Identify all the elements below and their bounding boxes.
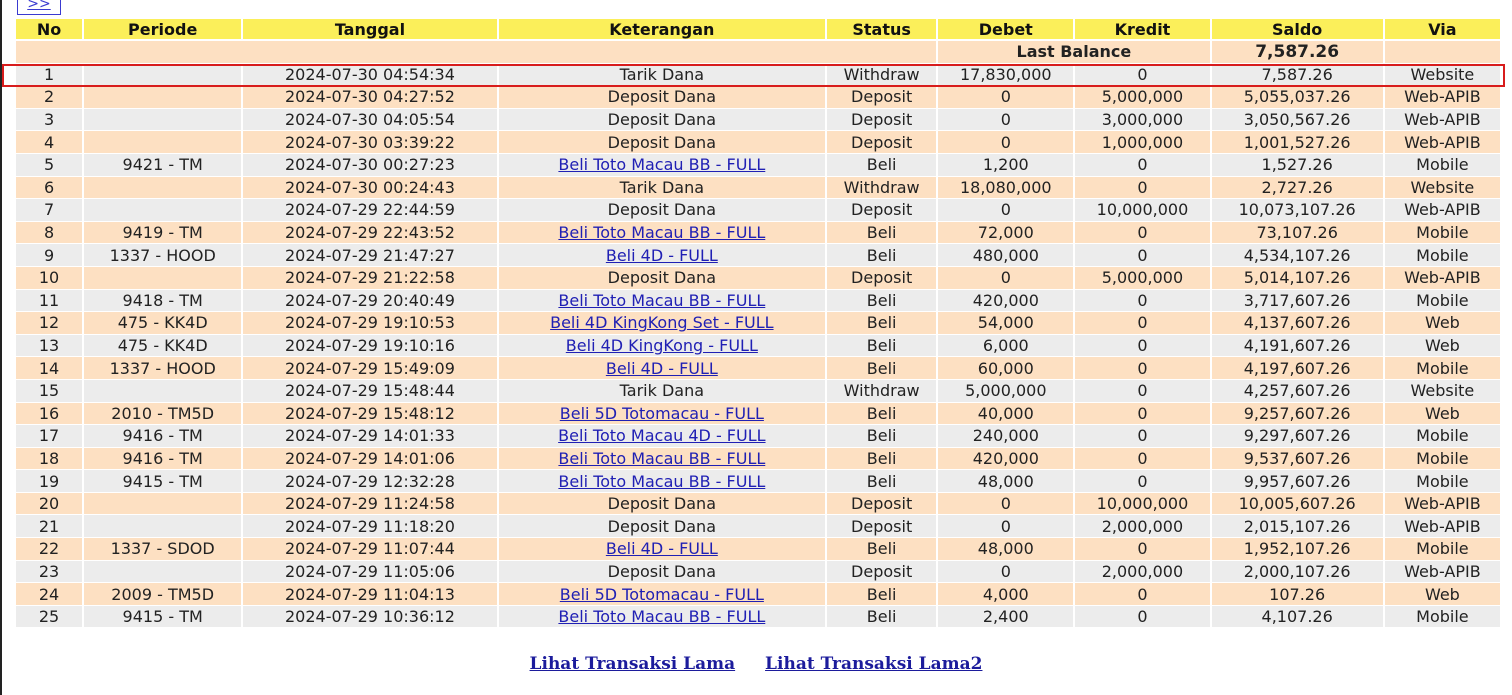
cell-debet: 0 — [938, 199, 1073, 222]
cell-keterangan: Tarik Dana — [499, 380, 825, 403]
cell-saldo: 4,191,607.26 — [1212, 335, 1383, 358]
cell-no: 19 — [16, 470, 82, 493]
keterangan-link[interactable]: Beli Toto Macau BB - FULL — [558, 607, 766, 627]
cell-status: Beli — [827, 222, 936, 245]
transaction-table — [14, 19, 1502, 628]
cell-keterangan: Deposit Dana — [499, 561, 825, 584]
cell-saldo: 9,957,607.26 — [1212, 470, 1383, 493]
cell-tanggal: 2024-07-29 20:40:49 — [243, 290, 496, 313]
keterangan-link[interactable]: Beli Toto Macau BB - FULL — [558, 290, 766, 310]
col-header-tanggal: Tanggal — [243, 19, 496, 41]
table-row — [16, 470, 1500, 493]
cell-tanggal: 2024-07-29 11:24:58 — [243, 493, 496, 516]
keterangan-link[interactable]: Beli 4D KingKong - FULL — [565, 336, 758, 356]
table-row — [16, 109, 1500, 132]
cell-debet: 240,000 — [938, 425, 1073, 448]
cell-tanggal: 2024-07-30 00:27:23 — [243, 154, 496, 177]
next-page-button[interactable]: >> — [17, 0, 61, 15]
cell-periode — [84, 515, 241, 538]
cell-keterangan: Deposit Dana — [499, 267, 825, 290]
cell-status: Beli — [827, 583, 936, 606]
cell-keterangan — [499, 403, 825, 426]
cell-debet: 0 — [938, 86, 1073, 109]
cell-kredit: 0 — [1075, 380, 1209, 403]
cell-debet: 0 — [938, 493, 1073, 516]
cell-no: 1 — [16, 64, 82, 87]
cell-saldo: 4,197,607.26 — [1212, 357, 1383, 380]
table-row — [16, 448, 1500, 471]
cell-no: 21 — [16, 515, 82, 538]
cell-no: 20 — [16, 493, 82, 516]
cell-via: Website — [1385, 64, 1500, 87]
table-row — [16, 86, 1500, 109]
cell-debet: 480,000 — [938, 244, 1073, 267]
cell-status: Beli — [827, 357, 936, 380]
col-header-via: Via — [1385, 19, 1500, 41]
keterangan-link[interactable]: Beli Toto Macau 4D - FULL — [558, 426, 766, 446]
cell-via: Mobile — [1385, 244, 1500, 267]
cell-no: 15 — [16, 380, 82, 403]
cell-tanggal: 2024-07-29 21:22:58 — [243, 267, 496, 290]
cell-kredit: 0 — [1075, 403, 1209, 426]
cell-debet: 0 — [938, 131, 1073, 154]
keterangan-link[interactable]: Beli 5D Totomacau - FULL — [559, 584, 764, 604]
cell-kredit: 5,000,000 — [1075, 267, 1209, 290]
cell-periode — [84, 86, 241, 109]
cell-debet: 72,000 — [938, 222, 1073, 245]
cell-saldo: 10,005,607.26 — [1212, 493, 1383, 516]
cell-via: Web-APIB — [1385, 86, 1500, 109]
cell-tanggal: 2024-07-29 22:44:59 — [243, 199, 496, 222]
cell-debet: 60,000 — [938, 357, 1073, 380]
cell-keterangan: Tarik Dana — [499, 64, 825, 87]
cell-tanggal: 2024-07-29 22:43:52 — [243, 222, 496, 245]
table-row — [16, 177, 1500, 200]
cell-periode: 9415 - TM — [84, 606, 241, 629]
cell-debet: 0 — [938, 109, 1073, 132]
cell-via: Web — [1385, 403, 1500, 426]
cell-keterangan — [499, 583, 825, 606]
cell-saldo: 2,015,107.26 — [1212, 515, 1383, 538]
cell-debet: 4,000 — [938, 583, 1073, 606]
cell-status: Beli — [827, 425, 936, 448]
cell-tanggal: 2024-07-29 11:18:20 — [243, 515, 496, 538]
cell-kredit: 0 — [1075, 222, 1209, 245]
cell-no: 25 — [16, 606, 82, 629]
cell-tanggal: 2024-07-30 03:39:22 — [243, 131, 496, 154]
cell-status: Deposit — [827, 493, 936, 516]
cell-keterangan: Deposit Dana — [499, 109, 825, 132]
cell-debet: 420,000 — [938, 290, 1073, 313]
cell-kredit: 0 — [1075, 538, 1209, 561]
cell-via: Website — [1385, 380, 1500, 403]
cell-periode — [84, 267, 241, 290]
cell-no: 16 — [16, 403, 82, 426]
keterangan-link[interactable]: Beli 4D KingKong Set - FULL — [550, 313, 774, 333]
cell-debet: 54,000 — [938, 312, 1073, 335]
cell-saldo: 3,050,567.26 — [1212, 109, 1383, 132]
col-header-kredit: Kredit — [1075, 19, 1209, 41]
cell-via: Website — [1385, 177, 1500, 200]
cell-no: 8 — [16, 222, 82, 245]
cell-saldo: 5,014,107.26 — [1212, 267, 1383, 290]
cell-debet: 5,000,000 — [938, 380, 1073, 403]
table-row — [16, 380, 1500, 403]
cell-debet: 48,000 — [938, 538, 1073, 561]
cell-saldo: 2,727.26 — [1212, 177, 1383, 200]
col-header-saldo: Saldo — [1212, 19, 1383, 41]
cell-saldo: 9,537,607.26 — [1212, 448, 1383, 471]
cell-via: Mobile — [1385, 290, 1500, 313]
cell-kredit: 2,000,000 — [1075, 515, 1209, 538]
cell-keterangan: Deposit Dana — [499, 86, 825, 109]
table-row — [16, 312, 1500, 335]
cell-periode: 9421 - TM — [84, 154, 241, 177]
cell-no: 17 — [16, 425, 82, 448]
cell-kredit: 10,000,000 — [1075, 493, 1209, 516]
cell-periode — [84, 561, 241, 584]
cell-kredit: 0 — [1075, 290, 1209, 313]
cell-status: Beli — [827, 448, 936, 471]
cell-periode: 475 - KK4D — [84, 335, 241, 358]
cell-kredit: 0 — [1075, 448, 1209, 471]
cell-debet: 0 — [938, 515, 1073, 538]
cell-status: Deposit — [827, 86, 936, 109]
cell-status: Beli — [827, 290, 936, 313]
cell-kredit: 0 — [1075, 312, 1209, 335]
cell-periode: 2009 - TM5D — [84, 583, 241, 606]
cell-no: 13 — [16, 335, 82, 358]
cell-via: Mobile — [1385, 425, 1500, 448]
cell-saldo: 3,717,607.26 — [1212, 290, 1383, 313]
cell-status: Deposit — [827, 131, 936, 154]
cell-no: 3 — [16, 109, 82, 132]
cell-status: Withdraw — [827, 177, 936, 200]
cell-debet: 18,080,000 — [938, 177, 1073, 200]
cell-debet: 40,000 — [938, 403, 1073, 426]
cell-periode — [84, 493, 241, 516]
cell-keterangan — [499, 335, 825, 358]
cell-kredit: 0 — [1075, 470, 1209, 493]
cell-saldo: 1,952,107.26 — [1212, 538, 1383, 561]
cell-periode: 9416 - TM — [84, 448, 241, 471]
cell-status: Beli — [827, 470, 936, 493]
keterangan-link[interactable]: Beli 4D - FULL — [605, 245, 718, 265]
cell-periode: 475 - KK4D — [84, 312, 241, 335]
cell-keterangan — [499, 606, 825, 629]
table-row — [16, 425, 1500, 448]
cell-saldo: 4,107.26 — [1212, 606, 1383, 629]
table-row — [16, 606, 1500, 629]
cell-debet: 420,000 — [938, 448, 1073, 471]
cell-keterangan — [499, 538, 825, 561]
table-row — [16, 515, 1500, 538]
keterangan-link[interactable]: Beli 4D - FULL — [605, 358, 718, 378]
table-row — [16, 199, 1500, 222]
cell-kredit: 10,000,000 — [1075, 199, 1209, 222]
cell-via: Web-APIB — [1385, 199, 1500, 222]
cell-tanggal: 2024-07-29 10:36:12 — [243, 606, 496, 629]
cell-tanggal: 2024-07-29 14:01:33 — [243, 425, 496, 448]
cell-no: 12 — [16, 312, 82, 335]
cell-periode: 1337 - HOOD — [84, 244, 241, 267]
cell-keterangan — [499, 425, 825, 448]
cell-debet: 2,400 — [938, 606, 1073, 629]
cell-keterangan — [499, 448, 825, 471]
cell-saldo: 10,073,107.26 — [1212, 199, 1383, 222]
keterangan-link[interactable]: Beli Toto Macau BB - FULL — [558, 448, 766, 468]
cell-no: 11 — [16, 290, 82, 313]
cell-kredit: 0 — [1075, 357, 1209, 380]
col-header-keterangan: Keterangan — [499, 19, 825, 41]
cell-kredit: 3,000,000 — [1075, 109, 1209, 132]
cell-periode: 1337 - HOOD — [84, 357, 241, 380]
table-row — [16, 583, 1500, 606]
cell-via: Web-APIB — [1385, 561, 1500, 584]
cell-saldo: 4,137,607.26 — [1212, 312, 1383, 335]
cell-via: Web — [1385, 335, 1500, 358]
keterangan-link[interactable]: Beli Toto Macau BB - FULL — [558, 223, 766, 243]
col-header-no: No — [16, 19, 82, 41]
cell-keterangan — [499, 470, 825, 493]
keterangan-link[interactable]: Beli Toto Macau BB - FULL — [558, 471, 766, 491]
cell-periode — [84, 131, 241, 154]
cell-saldo: 1,527.26 — [1212, 154, 1383, 177]
table-header-row — [16, 19, 1500, 41]
cell-via: Mobile — [1385, 154, 1500, 177]
cell-status: Deposit — [827, 515, 936, 538]
cell-kredit: 0 — [1075, 154, 1209, 177]
cell-periode: 9416 - TM — [84, 425, 241, 448]
col-header-status: Status — [827, 19, 936, 41]
cell-saldo: 9,257,607.26 — [1212, 403, 1383, 426]
cell-tanggal: 2024-07-29 11:07:44 — [243, 538, 496, 561]
table-row — [16, 244, 1500, 267]
cell-no: 7 — [16, 199, 82, 222]
cell-tanggal: 2024-07-30 04:27:52 — [243, 86, 496, 109]
table-row — [16, 222, 1500, 245]
cell-no: 14 — [16, 357, 82, 380]
cell-via: Mobile — [1385, 357, 1500, 380]
cell-kredit: 0 — [1075, 583, 1209, 606]
cell-kredit: 1,000,000 — [1075, 131, 1209, 154]
cell-tanggal: 2024-07-29 11:04:13 — [243, 583, 496, 606]
cell-periode: 9419 - TM — [84, 222, 241, 245]
cell-status: Beli — [827, 312, 936, 335]
cell-keterangan — [499, 154, 825, 177]
cell-via: Web-APIB — [1385, 493, 1500, 516]
cell-saldo: 9,297,607.26 — [1212, 425, 1383, 448]
cell-saldo: 107.26 — [1212, 583, 1383, 606]
cell-periode: 1337 - SDOD — [84, 538, 241, 561]
table-row — [16, 357, 1500, 380]
table-row — [16, 290, 1500, 313]
cell-tanggal: 2024-07-29 14:01:06 — [243, 448, 496, 471]
cell-kredit: 5,000,000 — [1075, 86, 1209, 109]
cell-saldo: 1,001,527.26 — [1212, 131, 1383, 154]
cell-status: Deposit — [827, 199, 936, 222]
cell-periode: 9418 - TM — [84, 290, 241, 313]
cell-no: 2 — [16, 86, 82, 109]
cell-keterangan — [499, 222, 825, 245]
cell-status: Deposit — [827, 561, 936, 584]
table-row — [16, 403, 1500, 426]
cell-via: Mobile — [1385, 222, 1500, 245]
cell-tanggal: 2024-07-29 15:49:09 — [243, 357, 496, 380]
col-header-periode: Periode — [84, 19, 241, 41]
cell-status: Beli — [827, 244, 936, 267]
cell-status: Beli — [827, 538, 936, 561]
keterangan-link[interactable]: Beli 5D Totomacau - FULL — [559, 403, 764, 423]
cell-kredit: 0 — [1075, 606, 1209, 629]
cell-kredit: 0 — [1075, 64, 1209, 87]
cell-kredit: 0 — [1075, 335, 1209, 358]
keterangan-link[interactable]: Beli Toto Macau BB - FULL — [558, 155, 766, 175]
cell-status: Beli — [827, 606, 936, 629]
cell-keterangan: Deposit Dana — [499, 199, 825, 222]
cell-tanggal: 2024-07-30 04:54:34 — [243, 64, 496, 87]
cell-status: Deposit — [827, 109, 936, 132]
cell-no: 6 — [16, 177, 82, 200]
lihat-transaksi-lama-link[interactable]: Lihat Transaksi Lama — [529, 654, 736, 674]
cell-keterangan: Deposit Dana — [499, 515, 825, 538]
cell-via: Web — [1385, 312, 1500, 335]
cell-saldo: 4,534,107.26 — [1212, 244, 1383, 267]
cell-saldo: 73,107.26 — [1212, 222, 1383, 245]
last-balance-label: Last Balance — [938, 41, 1209, 64]
cell-kredit: 0 — [1075, 425, 1209, 448]
table-row — [16, 493, 1500, 516]
cell-periode — [84, 177, 241, 200]
cell-tanggal: 2024-07-29 21:47:27 — [243, 244, 496, 267]
cell-tanggal: 2024-07-29 15:48:44 — [243, 380, 496, 403]
lihat-transaksi-lama2-link[interactable]: Lihat Transaksi Lama2 — [765, 654, 983, 674]
table-row — [16, 131, 1500, 154]
cell-no: 10 — [16, 267, 82, 290]
last-balance-value: 7,587.26 — [1212, 41, 1383, 64]
cell-via: Web-APIB — [1385, 131, 1500, 154]
cell-no: 5 — [16, 154, 82, 177]
cell-keterangan — [499, 290, 825, 313]
cell-no: 24 — [16, 583, 82, 606]
col-header-debet: Debet — [938, 19, 1073, 41]
table-row — [16, 538, 1500, 561]
cell-saldo: 2,000,107.26 — [1212, 561, 1383, 584]
cell-no: 23 — [16, 561, 82, 584]
table-row — [16, 154, 1500, 177]
cell-debet: 0 — [938, 267, 1073, 290]
cell-tanggal: 2024-07-29 15:48:12 — [243, 403, 496, 426]
cell-via: Web-APIB — [1385, 109, 1500, 132]
cell-periode — [84, 109, 241, 132]
cell-tanggal: 2024-07-30 00:24:43 — [243, 177, 496, 200]
cell-keterangan — [499, 312, 825, 335]
cell-via: Mobile — [1385, 538, 1500, 561]
cell-kredit: 2,000,000 — [1075, 561, 1209, 584]
last-balance-row — [16, 41, 1500, 64]
cell-tanggal: 2024-07-29 12:32:28 — [243, 470, 496, 493]
cell-via: Mobile — [1385, 470, 1500, 493]
cell-tanggal: 2024-07-29 11:05:06 — [243, 561, 496, 584]
cell-status: Deposit — [827, 267, 936, 290]
cell-status: Withdraw — [827, 64, 936, 87]
cell-no: 4 — [16, 131, 82, 154]
cell-periode — [84, 64, 241, 87]
cell-periode: 9415 - TM — [84, 470, 241, 493]
cell-debet: 6,000 — [938, 335, 1073, 358]
cell-status: Beli — [827, 335, 936, 358]
cell-keterangan: Tarik Dana — [499, 177, 825, 200]
cell-saldo: 4,257,607.26 — [1212, 380, 1383, 403]
table-row — [16, 561, 1500, 584]
cell-via: Web-APIB — [1385, 515, 1500, 538]
cell-periode — [84, 380, 241, 403]
cell-debet: 48,000 — [938, 470, 1073, 493]
cell-debet: 17,830,000 — [938, 64, 1073, 87]
table-row — [16, 335, 1500, 358]
cell-tanggal: 2024-07-29 19:10:16 — [243, 335, 496, 358]
cell-via: Web-APIB — [1385, 267, 1500, 290]
cell-tanggal: 2024-07-30 04:05:54 — [243, 109, 496, 132]
table-row — [16, 267, 1500, 290]
footer-links — [0, 654, 1512, 674]
cell-debet: 0 — [938, 561, 1073, 584]
cell-kredit: 0 — [1075, 244, 1209, 267]
table-row — [16, 64, 1500, 87]
cell-status: Beli — [827, 154, 936, 177]
cell-kredit: 0 — [1075, 177, 1209, 200]
cell-status: Beli — [827, 403, 936, 426]
cell-saldo: 7,587.26 — [1212, 64, 1383, 87]
cell-tanggal: 2024-07-29 19:10:53 — [243, 312, 496, 335]
cell-periode — [84, 199, 241, 222]
cell-saldo: 5,055,037.26 — [1212, 86, 1383, 109]
cell-no: 9 — [16, 244, 82, 267]
cell-keterangan — [499, 244, 825, 267]
cell-via: Web — [1385, 583, 1500, 606]
cell-via: Mobile — [1385, 606, 1500, 629]
cell-keterangan: Deposit Dana — [499, 131, 825, 154]
cell-status: Withdraw — [827, 380, 936, 403]
cell-periode: 2010 - TM5D — [84, 403, 241, 426]
cell-keterangan: Deposit Dana — [499, 493, 825, 516]
cell-keterangan — [499, 357, 825, 380]
cell-debet: 1,200 — [938, 154, 1073, 177]
page-left-border — [0, 0, 2, 695]
keterangan-link[interactable]: Beli 4D - FULL — [605, 539, 718, 559]
cell-via: Mobile — [1385, 448, 1500, 471]
cell-no: 22 — [16, 538, 82, 561]
cell-no: 18 — [16, 448, 82, 471]
